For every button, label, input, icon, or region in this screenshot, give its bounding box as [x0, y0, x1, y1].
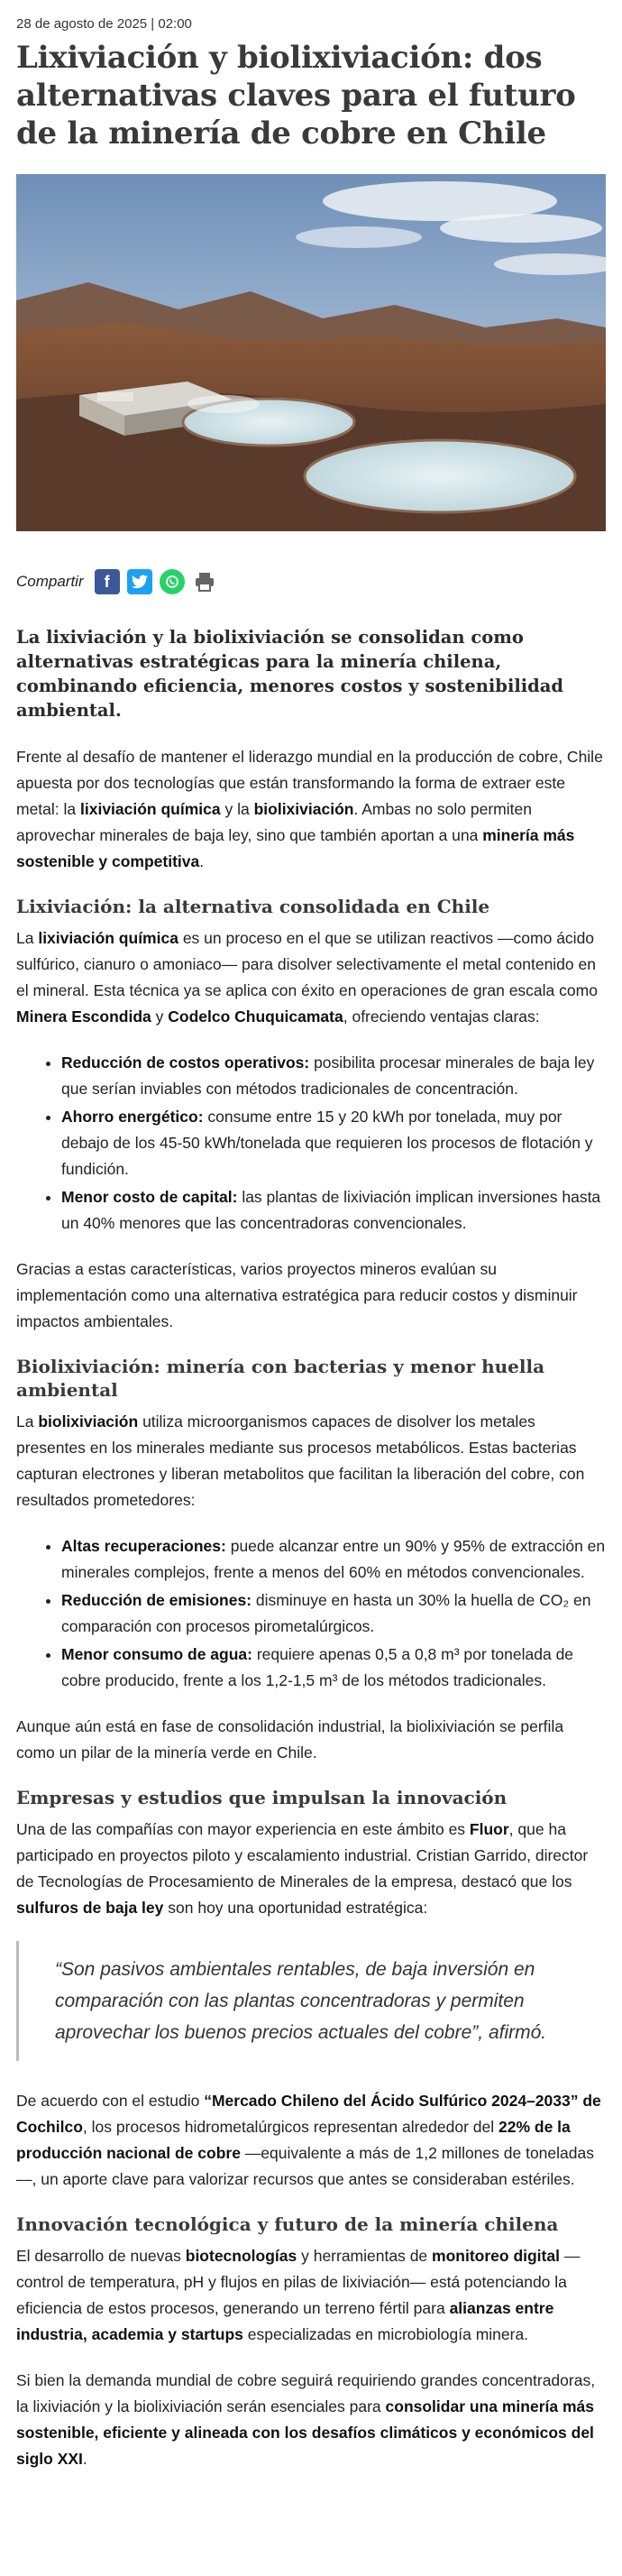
section4-paragraph-2: Si bien la demanda mundial de cobre seguirá requiriendo grandes concentradoras, la lixiviación y la biolixiviación serán esenciales para consolidar una minería más sostenible, eficiente y alineada con los desafíos climáticos y económicos del siglo XXI. — [16, 2371, 596, 2468]
section1-paragraph: La lixiviación química es un proceso en el que se utilizan reactivos —como ácido sulfúrico, cianuro o amoniaco— para disolver selectivamente el metal contenido en el mineral. Esta técnica ya se aplica con éxito en operaciones de gran escala como Minera Escondida y Codelco Chuquicamata, ofreciendo ventajas claras: — [16, 929, 598, 1026]
list-item: • Altas recuperaciones: puede alcanzar entre un 90% y 95% de extracción en minerales complejos, frente a menos del 60% en métodos convencionales. — [61, 1533, 606, 1586]
twitter-icon[interactable] — [127, 569, 152, 594]
article-title: Lixiviación y biolixiviación: dos alternativas claves para el futuro de la minería de cobre en Chile — [16, 40, 576, 152]
print-icon[interactable] — [192, 569, 217, 594]
section1-closing: Gracias a estas características, varios proyectos mineros evalúan su implementación como una alternativa estratégica para reducir costos y disminuir impactos ambientales. — [16, 1260, 578, 1330]
list-item: • Reducción de costos operativos: posibilita procesar minerales de baja ley que serían inviables con métodos tradicionales de concentración. — [61, 1050, 606, 1102]
intro-paragraph: Frente al desafío de mantener el liderazgo mundial en la producción de cobre, Chile apuesta por dos tecnologías que están transformando la forma de extraer este metal: la lixiviación química y la biolixiviación. Ambas no solo permiten aprovechar minerales de baja ley, sino que también aportan a una minería más sostenible y competitiva. — [16, 748, 603, 870]
mining-landscape-illustration — [16, 174, 606, 531]
section-heading-innovacion: Innovación tecnológica y futuro de la minería chilena — [16, 2213, 559, 2235]
section-heading-empresas: Empresas y estudios que impulsan la innovación — [16, 1787, 508, 1808]
section3-paragraph: Una de las compañías con mayor experiencia en este ámbito es Fluor, que ha participado en proyectos piloto y escalamiento industrial. Cristian Garrido, director de Tecnologías de Procesamiento de Minerales de la empresa, destacó que los sulfuros de baja ley son hoy una oportunidad estratégica: — [16, 1820, 589, 1917]
share-label: Compartir — [16, 573, 84, 590]
article-date: 28 de agosto de 2025 | 02:00 — [16, 16, 192, 32]
pull-quote — [16, 1941, 606, 2061]
list-item: • Menor costo de capital: las plantas de lixiviación implican inversiones hasta un 40% menores que las concentradoras convencionales. — [61, 1184, 606, 1237]
section2-results-list — [16, 1533, 606, 1694]
article-lead: La lixiviación y la biolixiviación se consolidan como alternativas estratégicas para la minería chilena, combinando eficiencia, menores costos y sostenibilidad ambiental. — [16, 627, 564, 721]
section-heading-biolixiviacion: Biolixiviación: minería con bacterias y menor huella ambiental — [16, 1356, 545, 1401]
hero-image — [16, 174, 606, 531]
section2-closing: Aunque aún está en fase de consolidación industrial, la biolixiviación se perfila como un pilar de la minería verde en Chile. — [16, 1717, 564, 1762]
section1-advantages-list — [16, 1050, 606, 1237]
list-item: • Reducción de emisiones: disminuye en hasta un 30% la huella de CO₂ en comparación con procesos pirometalúrgicos. — [61, 1587, 606, 1640]
section3-paragraph-2: De acuerdo con el estudio “Mercado Chileno del Ácido Sulfúrico 2024–2033” de Cochilco, los procesos hidrometalúrgicos representan alrededor del 22% de la producción nacional de cobre —equivalente a más de 1,2 millones de toneladas—, un aporte clave para valorizar recursos que antes se consideraban estériles. — [16, 2092, 601, 2188]
whatsapp-icon[interactable] — [160, 569, 185, 594]
quote-text: “Son pasivos ambientales rentables, de baja inversión en comparación con las plantas concentradoras y permiten aprovechar los buenos precios actuales del cobre”, afirmó. — [55, 1959, 547, 2043]
list-item: • Ahorro energético: consume entre 15 y 20 kWh por tonelada, muy por debajo de los 45-50 kWh/tonelada que requieren los procesos de flotación y fundición. — [61, 1104, 606, 1182]
list-item: • Menor consumo de agua: requiere apenas 0,5 a 0,8 m³ por tonelada de cobre producido, frente a los 1,2-1,5 m³ de los métodos tradicionales. — [61, 1642, 606, 1694]
facebook-icon[interactable]: f — [95, 569, 120, 594]
section-heading-lixiviacion: Lixiviación: la alternativa consolidada en Chile — [16, 896, 490, 917]
section2-paragraph: La biolixiviación utiliza microorganismos capaces de disolver los metales presentes en los minerales mediante sus procesos metabólicos. Estas bacterias capturan electrones y liberan metabolitos que facilitan la liberación del cobre, con resultados prometedores: — [16, 1412, 585, 1509]
section4-paragraph: El desarrollo de nuevas biotecnologías y herramientas de monitoreo digital —control de temperatura, pH y flujos en pilas de lixiviación— está potenciando la eficiencia de estos procesos, generando un terreno fértil para alianzas entre industria, academia y startups especializadas en microbiología minera. — [16, 2247, 581, 2343]
share-bar — [16, 569, 606, 594]
